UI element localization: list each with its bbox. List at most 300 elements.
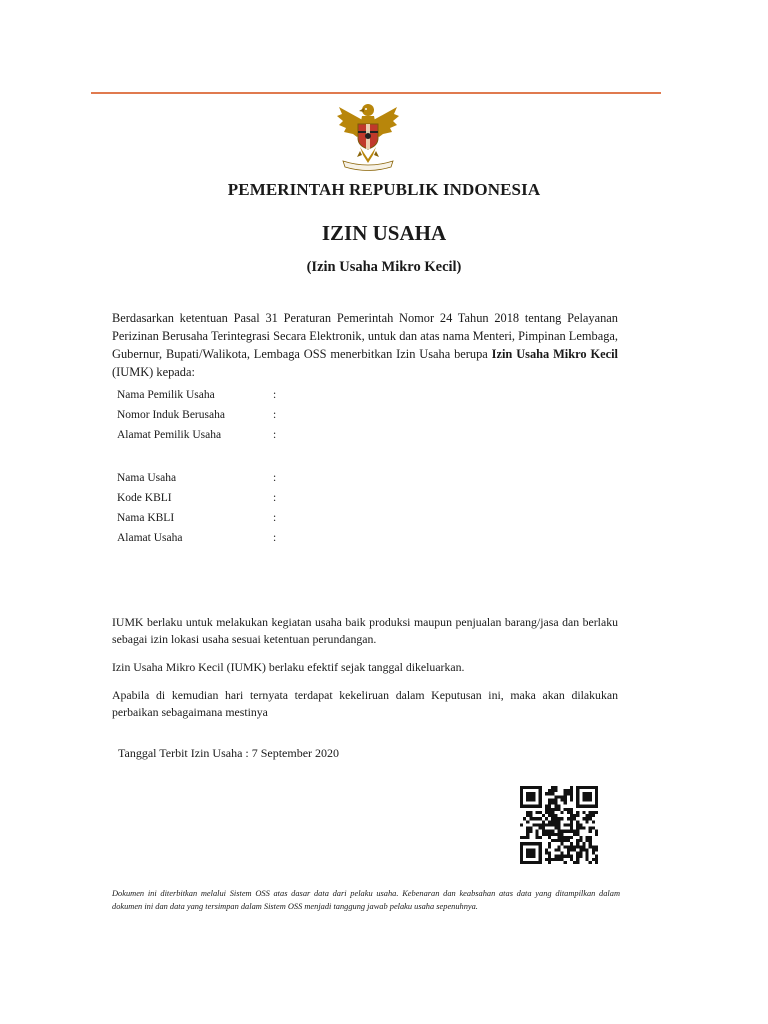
intro-text-end: (IUMK) kepada: [112,365,195,379]
qr-module [526,814,529,817]
field-colon: : [273,532,277,544]
qr-module [573,814,576,817]
qr-module [579,848,582,851]
qr-module [539,861,542,864]
qr-module [557,817,560,820]
field-colon: : [273,472,277,484]
business-fields [117,468,317,548]
qr-module [570,798,573,801]
qr-module [586,852,589,855]
qr-module [548,858,551,861]
qr-module [539,802,542,805]
qr-module [595,789,598,792]
qr-module [529,795,532,798]
qr-module [570,842,573,845]
field-row [117,528,317,548]
qr-module [592,827,595,830]
qr-module [570,808,573,811]
qr-module [586,855,589,858]
document-title: IZIN USAHA [321,221,447,245]
field-colon: : [273,512,277,524]
qr-module [557,820,560,823]
qr-module [551,817,554,820]
qr-module [526,786,529,789]
qr-module [539,858,542,861]
qr-module [592,814,595,817]
qr-module [532,861,535,864]
qr-module [589,842,592,845]
qr-module [595,833,598,836]
qr-module [520,836,523,839]
qr-module [595,802,598,805]
qr-module [542,827,545,830]
qr-module [564,808,567,811]
qr-module [561,817,564,820]
qr-module [589,817,592,820]
qr-module [554,823,557,826]
qr-module [567,830,570,833]
qr-module [589,830,592,833]
qr-module [570,795,573,798]
qr-module [595,811,598,814]
qr-module [586,798,589,801]
qr-code-icon [520,786,598,864]
qr-module [548,802,551,805]
qr-module [564,789,567,792]
qr-module [576,811,579,814]
qr-module [529,805,532,808]
qr-module [592,805,595,808]
qr-module [570,814,573,817]
qr-module [589,811,592,814]
field-label: Nama Usaha [117,472,177,484]
qr-module [520,798,523,801]
qr-module [592,811,595,814]
qr-module [586,792,589,795]
qr-module [586,858,589,861]
qr-module [532,823,535,826]
qr-module [589,827,592,830]
qr-module [567,848,570,851]
qr-module [554,858,557,861]
qr-module [570,789,573,792]
qr-module [595,798,598,801]
qr-module [582,792,585,795]
qr-module [570,855,573,858]
qr-module [526,842,529,845]
qr-module [573,817,576,820]
qr-module [529,842,532,845]
qr-module [570,786,573,789]
qr-module [589,792,592,795]
qr-module [539,798,542,801]
qr-module [554,833,557,836]
qr-module [526,820,529,823]
effective-paragraph: Izin Usaha Mikro Kecil (IUMK) berlaku efektif sejak tanggal dikeluarkan. [112,660,465,674]
qr-module [539,842,542,845]
qr-module [520,823,523,826]
qr-module [551,823,554,826]
qr-module [526,836,529,839]
qr-module [592,845,595,848]
qr-module [570,820,573,823]
field-colon: : [273,429,277,441]
field-label: Alamat Pemilik Usaha [117,429,222,441]
qr-module [576,839,579,842]
field-label: Kode KBLI [117,492,172,504]
qr-module [586,805,589,808]
qr-module [536,786,539,789]
qr-module [576,827,579,830]
qr-module [586,814,589,817]
qr-module [570,848,573,851]
qr-module [542,833,545,836]
qr-module [539,845,542,848]
qr-module [536,833,539,836]
qr-module [529,817,532,820]
qr-module [539,786,542,789]
qr-module [520,789,523,792]
qr-module [576,830,579,833]
field-row [117,468,317,488]
qr-module [576,789,579,792]
qr-module [570,836,573,839]
qr-module [520,802,523,805]
qr-module [520,842,523,845]
qr-module [567,811,570,814]
qr-module [557,808,560,811]
qr-module [576,823,579,826]
qr-module [595,792,598,795]
qr-module [545,852,548,855]
field-row [117,405,317,425]
issue-date: Tanggal Terbit Izin Usaha : 7 September 2020 [118,746,340,760]
field-colon: : [273,409,277,421]
qr-module [564,830,567,833]
qr-module [579,805,582,808]
qr-module [567,792,570,795]
qr-module [557,833,560,836]
qr-module [557,836,560,839]
qr-module [573,861,576,864]
qr-module [551,814,554,817]
qr-module [573,845,576,848]
qr-module [576,798,579,801]
qr-module [579,827,582,830]
qr-module [570,817,573,820]
qr-module [532,805,535,808]
qr-module [532,786,535,789]
qr-module [554,802,557,805]
qr-module [551,839,554,842]
qr-module [595,805,598,808]
qr-module [582,795,585,798]
qr-module [520,795,523,798]
qr-module [579,836,582,839]
qr-module [561,798,564,801]
qr-module [551,786,554,789]
qr-module [532,855,535,858]
qr-module [539,792,542,795]
qr-module [570,827,573,830]
qr-module [595,786,598,789]
qr-module [526,798,529,801]
qr-module [586,786,589,789]
qr-module [548,845,551,848]
qr-module [582,786,585,789]
field-row [117,488,317,508]
intro-text: Berdasarkan ketentuan Pasal 31 Peraturan Pemerintah Nomor 24 Tahun 2018 tentang Pelayanan Perizinan Berusaha Terintegrasi Secara Elektronik, untuk dan atas nama Menteri, Pimpinan Lembaga, Gubernur, Bupati/Walikota, Lembaga OSS menerbitkan Izin Usaha berupa [112,311,618,361]
qr-module [554,817,557,820]
field-colon: : [273,492,277,504]
field-label: Nama KBLI [117,512,175,524]
qr-module [554,839,557,842]
qr-module [539,852,542,855]
qr-module [567,855,570,858]
qr-module [539,836,542,839]
qr-module [532,798,535,801]
qr-module [548,792,551,795]
qr-module [582,827,585,830]
qr-module [576,792,579,795]
qr-module [520,792,523,795]
qr-module [539,855,542,858]
qr-module [589,805,592,808]
qr-module [520,845,523,848]
qr-module [548,852,551,855]
qr-module [532,817,535,820]
qr-module [586,795,589,798]
qr-module [570,792,573,795]
qr-module [576,786,579,789]
qr-module [532,848,535,851]
qr-module [561,842,564,845]
field-row [117,508,317,528]
qr-module [586,820,589,823]
qr-module [526,830,529,833]
qr-module [557,830,560,833]
qr-module [542,814,545,817]
qr-module [564,795,567,798]
qr-module [532,795,535,798]
qr-module [570,858,573,861]
garuda-pancasila-emblem-icon [333,97,403,173]
qr-module [529,798,532,801]
intro-bold-text: Izin Usaha Mikro Kecil [491,347,618,361]
qr-module [582,798,585,801]
qr-module [542,823,545,826]
qr-module [567,808,570,811]
qr-module [551,830,554,833]
qr-module [554,827,557,830]
qr-module [545,817,548,820]
intro-paragraph [112,309,618,381]
qr-module [576,814,579,817]
qr-module [526,792,529,795]
field-row [117,425,317,445]
qr-module [582,817,585,820]
qr-module [567,789,570,792]
qr-module [554,805,557,808]
qr-module [520,852,523,855]
qr-module [582,848,585,851]
qr-module [520,848,523,851]
qr-module [557,795,560,798]
qr-module [526,848,529,851]
qr-module [536,842,539,845]
qr-module [576,845,579,848]
qr-module [554,808,557,811]
qr-module [595,861,598,864]
qr-module [564,855,567,858]
qr-module [592,848,595,851]
qr-module [539,848,542,851]
qr-module [542,830,545,833]
qr-module [523,842,526,845]
qr-module [523,805,526,808]
qr-module [548,823,551,826]
qr-module [551,858,554,861]
qr-module [557,848,560,851]
qr-module [576,855,579,858]
qr-module [536,836,539,839]
qr-module [548,833,551,836]
qr-module [570,811,573,814]
qr-module [551,792,554,795]
qr-module [561,839,564,842]
qr-module [567,852,570,855]
qr-module [554,848,557,851]
qr-module [579,823,582,826]
qr-module [557,805,560,808]
qr-module [582,811,585,814]
qr-module [589,836,592,839]
qr-module [564,836,567,839]
qr-module [564,792,567,795]
qr-module [551,789,554,792]
qr-module [573,830,576,833]
qr-module [557,855,560,858]
qr-module [529,786,532,789]
qr-module [579,839,582,842]
qr-module [554,795,557,798]
field-label: Nomor Induk Berusaha [117,409,225,421]
qr-module [526,861,529,864]
qr-module [554,855,557,858]
qr-module [529,861,532,864]
qr-module [576,795,579,798]
owner-fields [117,385,317,445]
qr-module [592,858,595,861]
qr-module [595,848,598,851]
qr-module [539,817,542,820]
qr-module [567,817,570,820]
qr-module [545,805,548,808]
qr-module [586,848,589,851]
header-divider [91,92,661,94]
qr-module [526,805,529,808]
qr-module [589,861,592,864]
qr-module [595,858,598,861]
qr-module [561,858,564,861]
disclaimer: Dokumen ini diterbitkan melalui Sistem OSS atas dasar data dari pelaku usaha. Kebenaran dan keabsahan atas data yang ditampilkan dalam dokumen ini dan data yang tersimpan dalam Sistem OSS menjadi tanggung jawab pelaku usaha sepenuhnya. [112,889,620,911]
qr-module [595,845,598,848]
qr-module [532,842,535,845]
qr-module [592,786,595,789]
qr-module [567,845,570,848]
qr-module [545,858,548,861]
qr-module [554,789,557,792]
qr-module [548,830,551,833]
qr-module [548,811,551,814]
qr-module [561,833,564,836]
qr-module [548,861,551,864]
qr-module [573,833,576,836]
qr-module [554,814,557,817]
qr-module [582,805,585,808]
qr-module [523,786,526,789]
qr-module [529,811,532,814]
qr-module [564,823,567,826]
qr-module [548,820,551,823]
qr-module [548,805,551,808]
qr-module [551,808,554,811]
qr-module [548,814,551,817]
qr-module [526,827,529,830]
qr-module [561,830,564,833]
qr-module [579,786,582,789]
qr-module [545,848,548,851]
qr-module [595,855,598,858]
qr-module [529,827,532,830]
document-subtitle: (Izin Usaha Mikro Kecil) [306,259,462,275]
qr-module [564,839,567,842]
qr-module [589,786,592,789]
qr-module [557,823,560,826]
qr-module [529,814,532,817]
qr-module [529,852,532,855]
qr-module [551,811,554,814]
qr-module [561,852,564,855]
qr-module [592,820,595,823]
qr-module [520,786,523,789]
qr-module [529,830,532,833]
qr-module [539,823,542,826]
qr-module [523,817,526,820]
validity-paragraph: IUMK berlaku untuk melakukan kegiatan usaha baik produksi maupun penjualan barang/jasa dan berlaku sebagai izin lokasi usaha sesuai ketentuan perundangan. [112,615,618,646]
qr-module [570,830,573,833]
qr-module [545,808,548,811]
qr-module [576,852,579,855]
qr-module [523,836,526,839]
qr-module [551,798,554,801]
qr-module [564,861,567,864]
qr-module [529,848,532,851]
qr-module [526,855,529,858]
qr-module [561,811,564,814]
qr-module [579,852,582,855]
qr-module [589,845,592,848]
qr-module [539,827,542,830]
qr-module [548,836,551,839]
qr-module [589,814,592,817]
qr-module [545,830,548,833]
qr-module [589,798,592,801]
qr-module [557,858,560,861]
qr-module [570,823,573,826]
qr-module [520,805,523,808]
qr-module [576,858,579,861]
